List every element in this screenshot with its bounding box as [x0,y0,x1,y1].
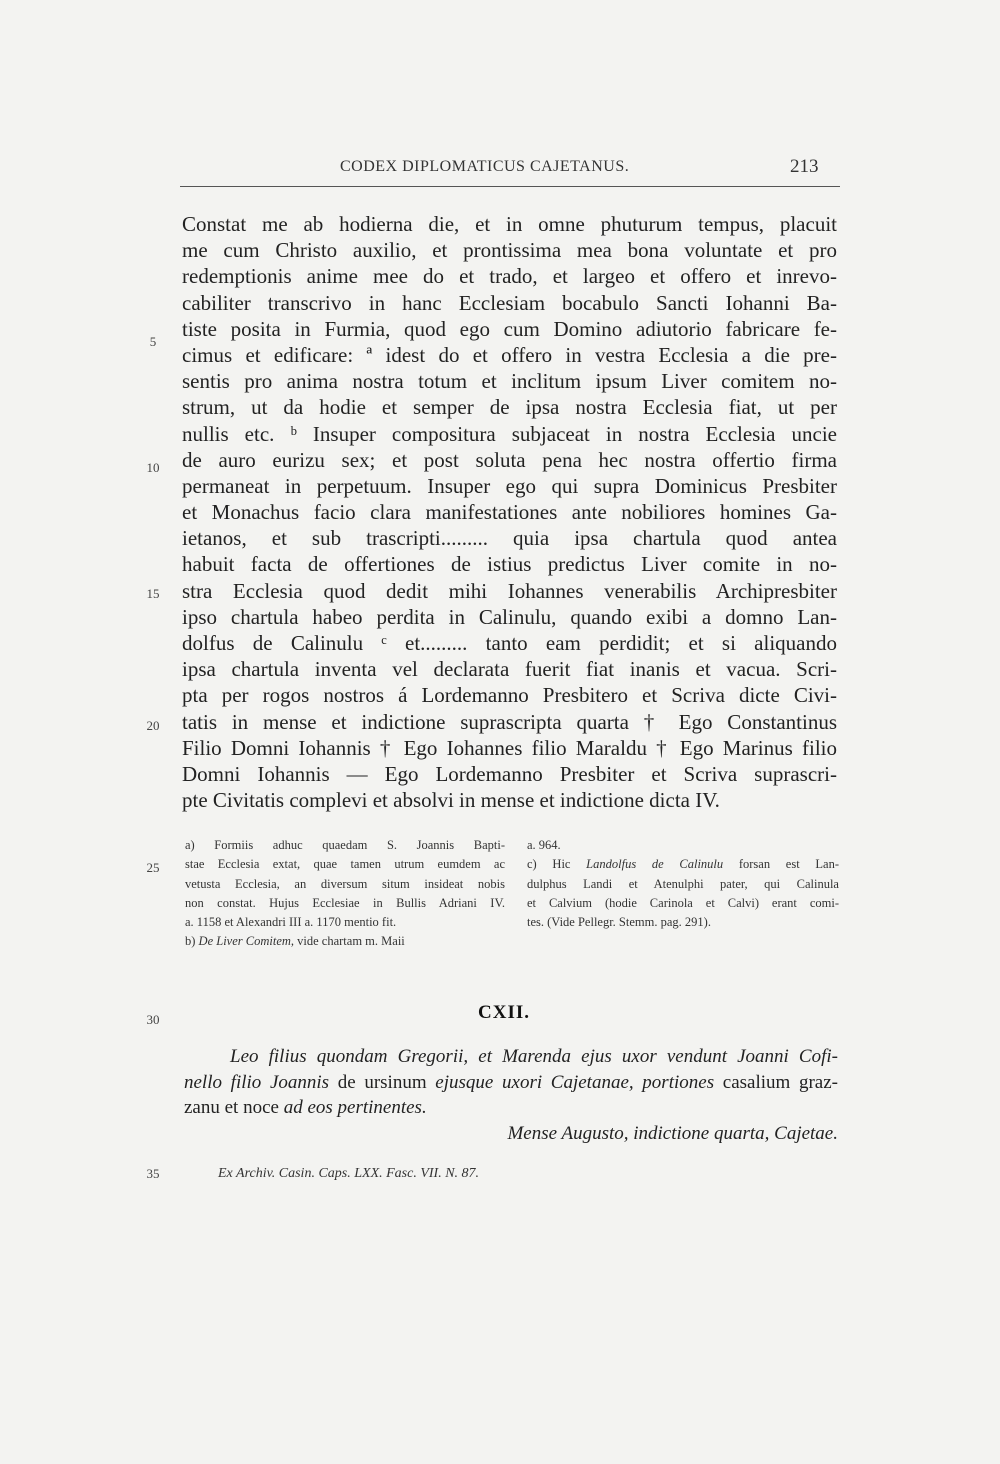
footnote-line: tes. (Vide Pellegr. Stemm. pag. 291). [527,915,711,930]
text-line: tiste posita in Furmia, quod ego cum Domino adiutorio fabricare fe- [182,316,837,341]
text-line: sentis pro anima nostra totum et inclitum ipsum Liver comitem no- [182,369,837,394]
document-summary [184,1044,838,1146]
footnote-c [527,855,839,874]
footnote-line: dulphus Landi et Atenulphi pater, qui Calinula [527,876,839,891]
text-line: Filio Domni Iohannis † Ego Iohannes filio Maraldu † Ego Marinus filio [182,735,837,760]
text-line: nullis etc. ᵇ Insuper compositura subjaceat in nostra Ecclesia uncie [182,421,837,446]
text-line: stra Ecclesia quod dedit mihi Iohannes venerabilis Archipresbiter [182,578,837,603]
footnote-line: a. 1158 et Alexandri III a. 1170 mentio fit. [185,915,397,930]
line-number-20: 20 [146,718,160,733]
text-line: tatis in mense et indictione suprascripta quarta † Ego Constantinus [182,709,837,734]
archive-source: Ex Archiv. Casin. Caps. LXX. Fasc. VII. N. 87. [218,1166,480,1181]
line-number-35: 35 [146,1166,160,1181]
text-line: ipso chartula habeo perdita in Calinulu, quando exibi a domno Lan- [182,604,837,629]
text-line: et Monachus facio clara manifestationes ante nobiliores homines Ga- [182,500,837,525]
summary-italic: nello filio Joannis [184,1071,330,1093]
footnote-line: vetusta Ecclesia, an diversum situm insideat nobis [185,876,505,891]
text-line: cimus et edificare: ª idest do et offero in vestra Ecclesia a die pre- [182,342,837,367]
summary-roman: de ursinum [329,1071,436,1093]
text-line: ietanos, et sub trascripti......... quia ipsa chartula quod antea [182,526,837,551]
footnote-line: a. 964. [527,838,561,852]
page-number: 213 [790,156,819,177]
footnote-line: stae Ecclesia extat, quae tamen utrum eumdem ac [185,857,505,872]
summary-line: Leo filius quondam Gregorii, et Marenda ejus uxor vendunt Joanni Cofi- [230,1046,838,1067]
text-line: strum, ut da hodie et semper de ipsa nostra Ecclesia fiat, ut per [182,395,837,420]
footnote-c-rest: forsan est Lan- [723,857,839,872]
charter-text [182,211,837,813]
footnote-b-prefix: b) [185,934,199,949]
text-line: Constat me ab hodierna die, et in omne phuturum tempus, placuit [182,212,837,236]
footnote-line: a) Formiis adhuc quaedam S. Joannis Bapti- [185,838,505,852]
text-line: dolfus de Calinulu ᶜ et......... tanto eam perdidit; et si aliquando [182,631,837,655]
summary-line [184,1070,838,1096]
footnote-line: et Calvium (hodie Carinola et Calvi) erant comi- [527,895,839,910]
text-line: de auro eurizu sex; et post soluta pena hec nostra offertio firma [182,447,837,472]
footnote-b-italic: De Liver Comitem, [198,934,295,949]
summary-italic: ad eos pertinentes. [283,1097,427,1118]
line-number-5: 5 [149,334,157,349]
text-line: pte Civitatis complevi et absolvi in mense et indictione dicta IV. [182,788,720,813]
text-line: ipsa chartula inventa vel declarata fuerit fiat inanis et vacua. Scri- [182,657,837,682]
footnote-b [185,932,505,951]
text-line: pta per rogos nostros á Lordemanno Presbitero et Scriva dicte Civi- [182,683,837,708]
summary-italic: ejusque uxori Cajetanae, portiones [435,1071,715,1093]
document-number: CXII. [478,1002,530,1023]
summary-roman: zanu et noce [184,1097,284,1118]
line-number-30: 30 [146,1012,160,1027]
line-number-10: 10 [146,460,160,475]
summary-line [184,1095,838,1121]
text-line: habuit facta de offertiones de istius predictus Liver comite in no- [182,552,837,577]
text-line: redemptionis anime mee do et trado, et largeo et offero et inrevo- [182,264,837,289]
footnote-c-italic: Landolfus de Calinulu [586,857,724,872]
line-number-25: 25 [146,860,160,875]
text-line: me cum Christo auxilio, et prontissima mea bona voluntate et pro [182,238,837,263]
footnote-b-rest: vide chartam m. Maii [294,934,405,949]
footnotes-left-column [185,836,505,952]
footnote-c-prefix: c) Hic [527,857,587,872]
text-line: Domni Iohannis — Ego Lordemanno Presbiter et Scriva suprascri- [182,761,837,786]
running-head: CODEX DIPLOMATICUS CAJETANUS. [340,158,630,175]
header-rule [180,186,840,187]
summary-date-line: Mense Augusto, indictione quarta, Cajetae. [507,1122,838,1144]
summary-roman: casalium graz- [714,1071,838,1093]
text-line: cabiliter transcrivo in hanc Ecclesiam bocabulo Sancti Iohanni Ba- [182,290,837,315]
line-number-15: 15 [146,586,160,601]
text-line: permaneat in perpetuum. Insuper ego qui supra Dominicus Presbiter [182,473,837,498]
footnotes-right-column [527,836,839,932]
footnote-line: non constat. Hujus Ecclesiae in Bullis Adriani IV. [185,895,505,910]
